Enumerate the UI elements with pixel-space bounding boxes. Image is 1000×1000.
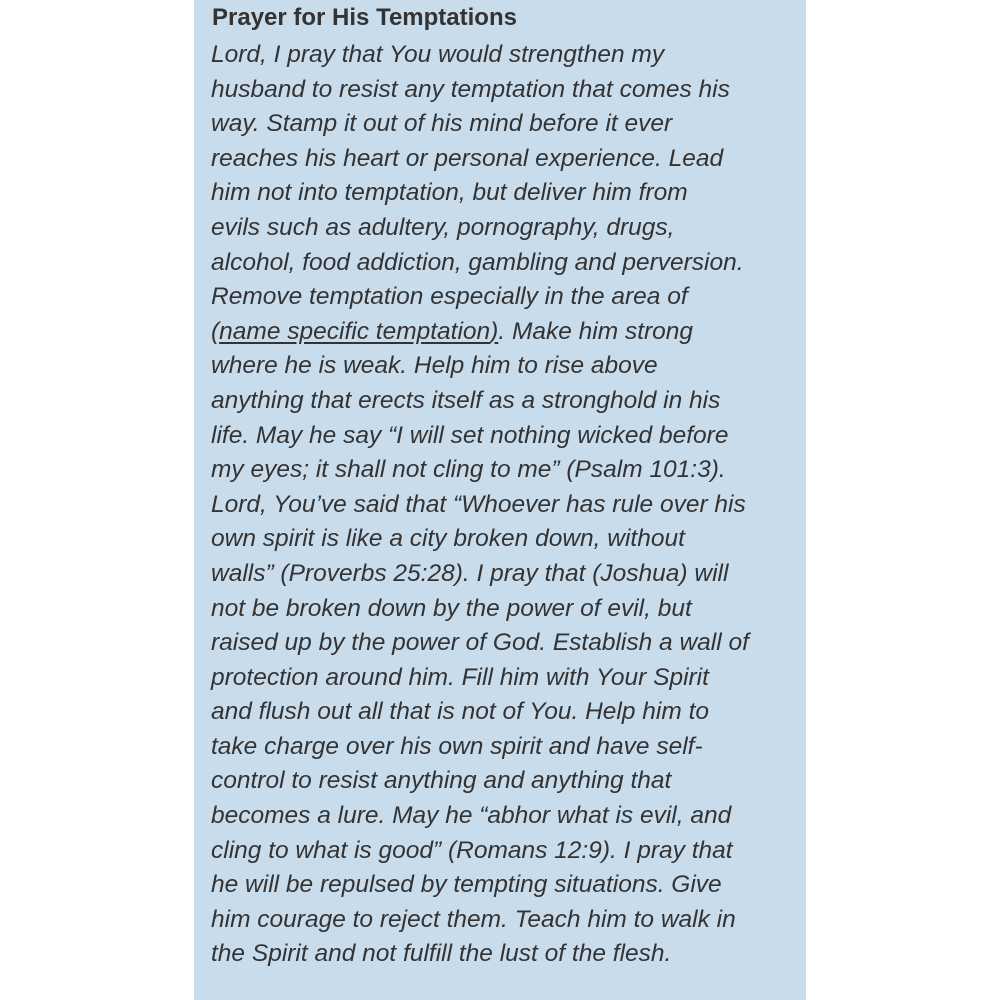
body-line: the Spirit and not fulfill the lust of the flesh.	[211, 940, 672, 968]
body-line: take charge over his own spirit and have self-	[211, 732, 703, 760]
body-line: Remove temptation especially in the area of	[211, 283, 688, 311]
prayer-body	[211, 38, 801, 972]
body-line: life. May he say “I will set nothing wicked before	[211, 421, 729, 449]
body-line: not be broken down by the power of evil, but	[211, 594, 692, 622]
body-line: control to resist anything and anything that	[211, 767, 672, 795]
body-line: way. Stamp it out of his mind before it ever	[211, 110, 673, 138]
body-line: and flush out all that is not of You. Help him to	[211, 698, 710, 726]
body-line: where he is weak. Help him to rise above	[211, 352, 658, 380]
body-line: reaches his heart or personal experience. Lead	[211, 144, 724, 172]
body-line: him not into temptation, but deliver him from	[211, 179, 688, 207]
body-line-underlined	[211, 315, 801, 350]
underline-close-paren: )	[490, 317, 499, 345]
underline-open-paren: (	[211, 317, 220, 345]
underline-line-rest: . Make him strong	[498, 317, 694, 345]
prayer-panel	[194, 0, 806, 1000]
body-line: becomes a lure. May he “abhor what is evil, and	[211, 802, 732, 830]
body-line: anything that erects itself as a stronghold in his	[211, 386, 721, 414]
body-line: alcohol, food addiction, gambling and perversion.	[211, 248, 744, 276]
body-line: Lord, You’ve said that “Whoever has rule over his	[211, 490, 746, 518]
body-line: cling to what is good” (Romans 12:9). I pray that	[211, 836, 733, 864]
body-line: raised up by the power of God. Establish a wall of	[211, 629, 749, 657]
body-line: Lord, I pray that You would strengthen my	[211, 41, 665, 68]
body-line: own spirit is like a city broken down, without	[211, 525, 685, 553]
body-line: my eyes; it shall not cling to me” (Psalm 101:3).	[211, 456, 726, 484]
body-line: walls” (Proverbs 25:28). I pray that (Joshua) will	[211, 559, 729, 587]
body-line: husband to resist any temptation that comes his	[211, 75, 730, 103]
body-line: protection around him. Fill him with Your Spirit	[211, 663, 709, 691]
body-line: him courage to reject them. Teach him to walk in	[211, 905, 736, 933]
body-line: he will be repulsed by tempting situations. Give	[211, 871, 722, 899]
underlined-phrase: name specific temptation	[219, 317, 491, 345]
prayer-title: Prayer for His Temptations	[212, 4, 517, 31]
body-line: evils such as adultery, pornography, drugs,	[211, 213, 675, 241]
